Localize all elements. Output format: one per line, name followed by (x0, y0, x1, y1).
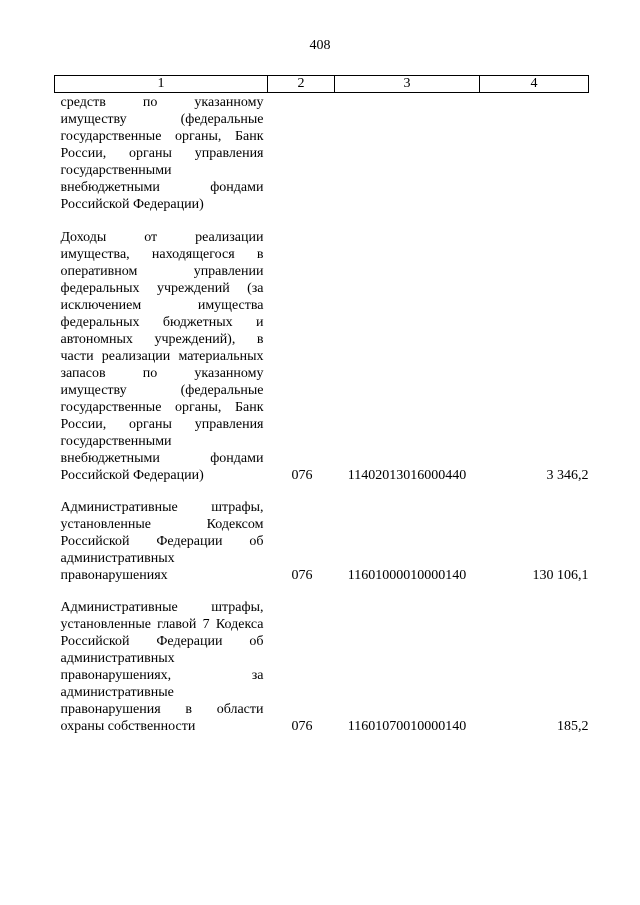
row-admin-code (268, 93, 335, 214)
table-row (55, 93, 589, 214)
row-amount: 3 346,2 (546, 468, 589, 483)
row-description: Административные штрафы, установленные Кодексом Российской Федерации об административных правонарушениях (60, 500, 264, 583)
table-body (55, 93, 589, 736)
row-kbk: 11402013016000440 (347, 468, 467, 483)
table-row (55, 584, 589, 735)
table-header (55, 76, 589, 93)
row-admin-code: 076 (291, 719, 313, 734)
table-row (55, 484, 589, 584)
page-number: 408 (309, 38, 331, 53)
row-admin-code: 076 (291, 468, 313, 483)
header-col-2: 2 (268, 76, 335, 93)
row-amount (480, 93, 589, 214)
header-col-3: 3 (335, 76, 480, 93)
header-row (55, 76, 589, 93)
header-col-1: 1 (55, 76, 268, 93)
row-kbk: 11601070010000140 (347, 719, 467, 734)
row-description: средств по указанному имуществу (федеральные государственные органы, Банк России, органы управления государственными внебюджетными фондами Российской Федерации) (60, 95, 264, 212)
row-description: Доходы от реализации имущества, находящегося в оперативном управлении федеральных учреждений (за исключением имущества федеральных бюджетных и автономных учреждений), в части реализации материальных запасов по указанному имуществу (федеральные государственные органы, Банк России, органы управления государственными внебюджетными фондами Российской Федерации) (60, 230, 264, 483)
header-col-4: 4 (480, 76, 589, 93)
row-admin-code: 076 (291, 568, 313, 583)
row-amount: 130 106,1 (532, 568, 589, 583)
row-amount: 185,2 (557, 719, 589, 734)
table-row (55, 213, 589, 484)
row-kbk: 11601000010000140 (347, 568, 467, 583)
budget-table (54, 75, 589, 735)
row-kbk (335, 93, 480, 214)
row-description: Административные штрафы, установленные главой 7 Кодекса Российской Федерации об административных правонарушениях, за административные правонарушения в области охраны собственности (60, 600, 264, 734)
